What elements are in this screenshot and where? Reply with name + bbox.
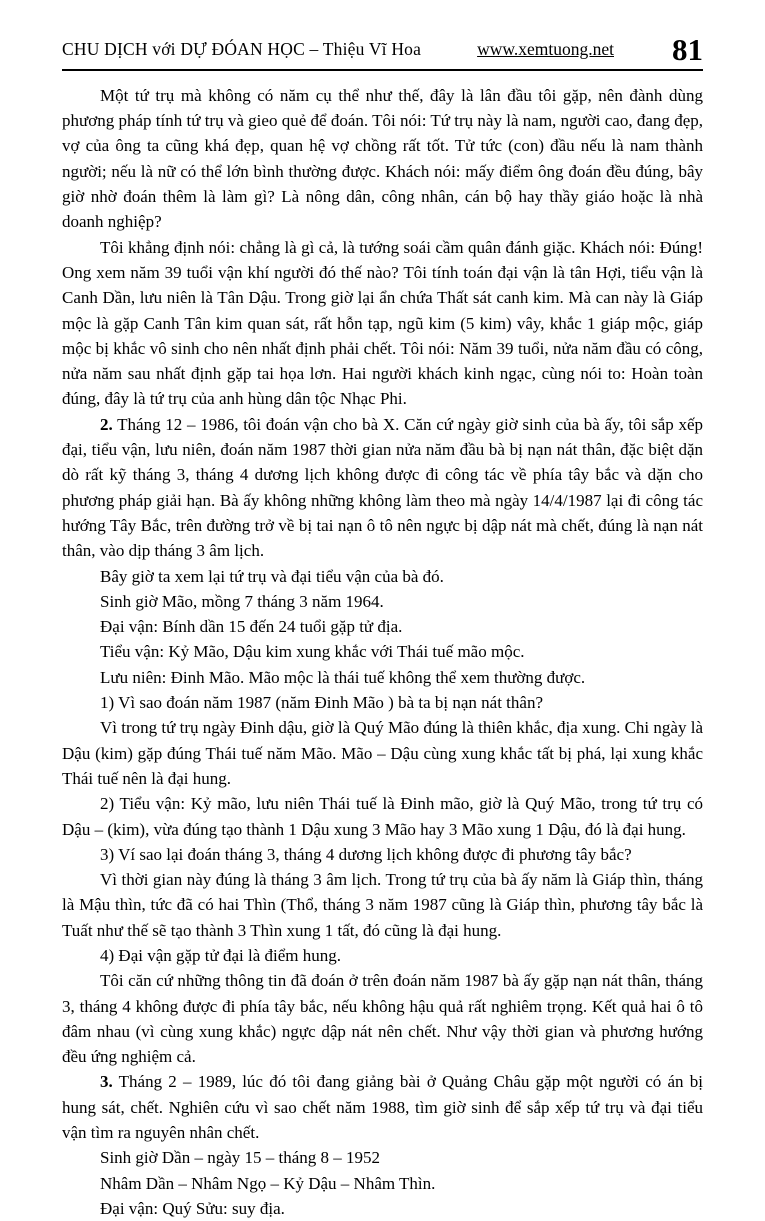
paragraph-13: [62, 867, 703, 943]
paragraph-7: [62, 639, 703, 664]
paragraph-text: Lưu niên: Đinh Mão. Mão mộc là thái tuế không thể xem thường được.: [100, 667, 586, 687]
paragraph-19: [62, 1196, 703, 1221]
paragraph-text: Tôi khẳng định nói: chẳng là gì cả, là tướng soái cầm quân đánh giặc. Khách nói: Đúng! Ong xem năm 39 tuổi vận khí người đó thế nào? Tôi tính toán đại vận là tân Hợi, tiểu vận là Canh Dần, lưu niên là Tân Dậu. Trong giờ lại ẩn chứa Thất sát canh kim. Mà can này là Giáp mộc là gặp Canh Tân kim quan sát, rất hỗn tạp, ngũ kim (5 kim) vây, khắc 1 giáp mộc, giáp mộc bị khắc vô sinh cho nên nhất định phải chết. Tôi nói: Năm 39 tuổi, nửa năm đầu có công, nửa năm sau nhất định gặp tai họa lơn. Hai người khách kinh ngạc, cùng nói to: Hoàn toàn đúng, đây là tứ trụ của anh hùng dân tộc Nhạc Phi.: [62, 237, 703, 409]
paragraph-text: Tiểu vận: Kỷ Mão, Dậu kim xung khắc với Thái tuế mão mộc.: [100, 642, 525, 662]
paragraph-18: [62, 1171, 703, 1196]
paragraph-text: Nhâm Dần – Nhâm Ngọ – Kỷ Dậu – Nhâm Thìn.: [100, 1173, 436, 1193]
paragraph-number: 3.: [100, 1072, 113, 1092]
paragraph-text: Đại vận: Bính dần 15 đến 24 tuổi gặp tử địa.: [100, 617, 403, 637]
paragraph-text: Bây giờ ta xem lại tứ trụ và đại tiểu vận của bà đó.: [100, 566, 444, 586]
paragraph-11: [62, 791, 703, 842]
paragraph-text: Đại vận: Quý Sửu: suy địa.: [100, 1198, 285, 1218]
paragraph-4: [62, 564, 703, 589]
paragraph-12: [62, 842, 703, 867]
paragraph-text: Một tứ trụ mà không có năm cụ thể như thế, đây là lân đầu tôi gặp, nên đành dùng phương pháp tính tứ trụ và gieo quẻ để đoán. Tôi nói: Tứ trụ này là nam, người cao, đang đẹp, vợ của ông ta cũng khá đẹp, quan hệ vợ chồng rất tốt. Tử tức (con) đầu nếu là nam thành người; nếu là nữ có thể lớn bình thường được. Khách nói: mấy điểm ông đoán đều đúng, bây giờ nhờ đoán thêm là làm gì? Là nông dân, công nhân, cán bộ hay thầy giáo hoặc là nhà doanh nghiệp?: [62, 85, 703, 232]
paragraph-text: 2) Tiểu vận: Kỷ mão, lưu niên Thái tuế là Đinh mão, giờ là Quý Mão, trong tứ trụ có Dậu – (kim), vừa đúng tạo thành 1 Dậu xung 3 Mão hay 3 Mão xung 1 Dậu, đó là đại hung.: [62, 794, 703, 839]
paragraph-text: Sinh giờ Dần – ngày 15 – tháng 8 – 1952: [100, 1148, 381, 1168]
paragraph-5: [62, 589, 703, 614]
paragraph-text: Vì thời gian này đúng là tháng 3 âm lịch. Trong tứ trụ của bà ấy năm là Giáp thìn, tháng là Mậu thìn, tức đã có hai Thìn (Thổ, tháng 3 năm 1987 cũng là Giáp thìn, phương tây bắc là Tuất như thế sẽ tạo thành 3 Thìn xung 1 tất, đó cũng là đại hung.: [62, 870, 703, 940]
page-header: [62, 32, 703, 71]
website-link[interactable]: www.xemtuong.net: [477, 38, 614, 59]
paragraph-text: Vì trong tứ trụ ngày Đinh dậu, giờ là Quý Mão đúng là thiên khắc, địa xung. Chi ngày là Dậu (kim) gặp đúng Thái tuế năm Mão. Mão – Dậu cùng xung khắc tất bị phá, lại xung khắc Thái tuế nên là đại hung.: [62, 718, 703, 788]
paragraph-1: [62, 83, 703, 235]
paragraph-10: [62, 715, 703, 791]
paragraph-number: 2.: [100, 414, 113, 434]
paragraph-15: [62, 968, 703, 1069]
paragraph-text: 1) Vì sao đoán năm 1987 (năm Đinh Mão ) bà ta bị nạn nát thân?: [100, 693, 543, 713]
paragraph-8: [62, 665, 703, 690]
paragraph-text: Tôi căn cứ những thông tin đã đoán ở trên đoán năm 1987 bà ấy gặp nạn nát thân, tháng 3, tháng 4 không được đi phía tây bắc, nếu không hậu quả rất nghiêm trọng. Kết quả hai ô tô đâm nhau (vì cùng xung khắc) ngực dập nát nên chết. Như vậy thời gian và phương hướng đều ứng nghiệm cả.: [62, 971, 703, 1067]
paragraph-text: Tháng 2 – 1989, lúc đó tôi đang giảng bài ở Quảng Châu gặp một người có án bị hung sát, chết. Nghiên cứu vì sao chết năm 1988, tìm giờ sinh để sắp xếp tứ trụ và đại tiểu vận tìm ra nguyên nhân chết.: [62, 1072, 703, 1143]
paragraph-9: [62, 690, 703, 715]
paragraph-2: [62, 235, 703, 412]
paragraph-14: [62, 943, 703, 968]
paragraph-16: [62, 1069, 703, 1145]
page-body: [62, 83, 703, 1221]
paragraph-text: 3) Ví sao lại đoán tháng 3, tháng 4 dương lịch không được đi phương tây bắc?: [100, 844, 632, 864]
paragraph-3: [62, 412, 703, 564]
paragraph-6: [62, 614, 703, 639]
paragraph-text: 4) Đại vận gặp tử đại là điểm hung.: [100, 945, 342, 965]
paragraph-text: Tháng 12 – 1986, tôi đoán vận cho bà X. Căn cứ ngày giờ sinh của bà ấy, tôi sắp xếp đại, tiểu vận, lưu niên, đoán năm 1987 thời gian nửa năm đầu bà bị nạn nát thân, đặc biệt dặn dò rất kỹ tháng 3, tháng 4 dương lịch không được đi công tác về phía tây bắc và dặn cho phương pháp giải hạn. Bà ấy không những không làm theo mà ngày 14/4/1987 lại đi công tác hướng Tây Bắc, trên đường trở về bị tai nạn ô tô nên ngực bị dập nát mà chết, đúng là nạn nát thân, vào dịp tháng 3 âm lịch.: [62, 414, 703, 561]
paragraph-text: Sinh giờ Mão, mồng 7 tháng 3 năm 1964.: [100, 591, 384, 611]
page-number: 81: [672, 32, 703, 67]
paragraph-17: [62, 1145, 703, 1170]
book-title: CHU DỊCH với DỰ ĐÓAN HỌC – Thiệu Vĩ Hoa: [62, 38, 422, 59]
